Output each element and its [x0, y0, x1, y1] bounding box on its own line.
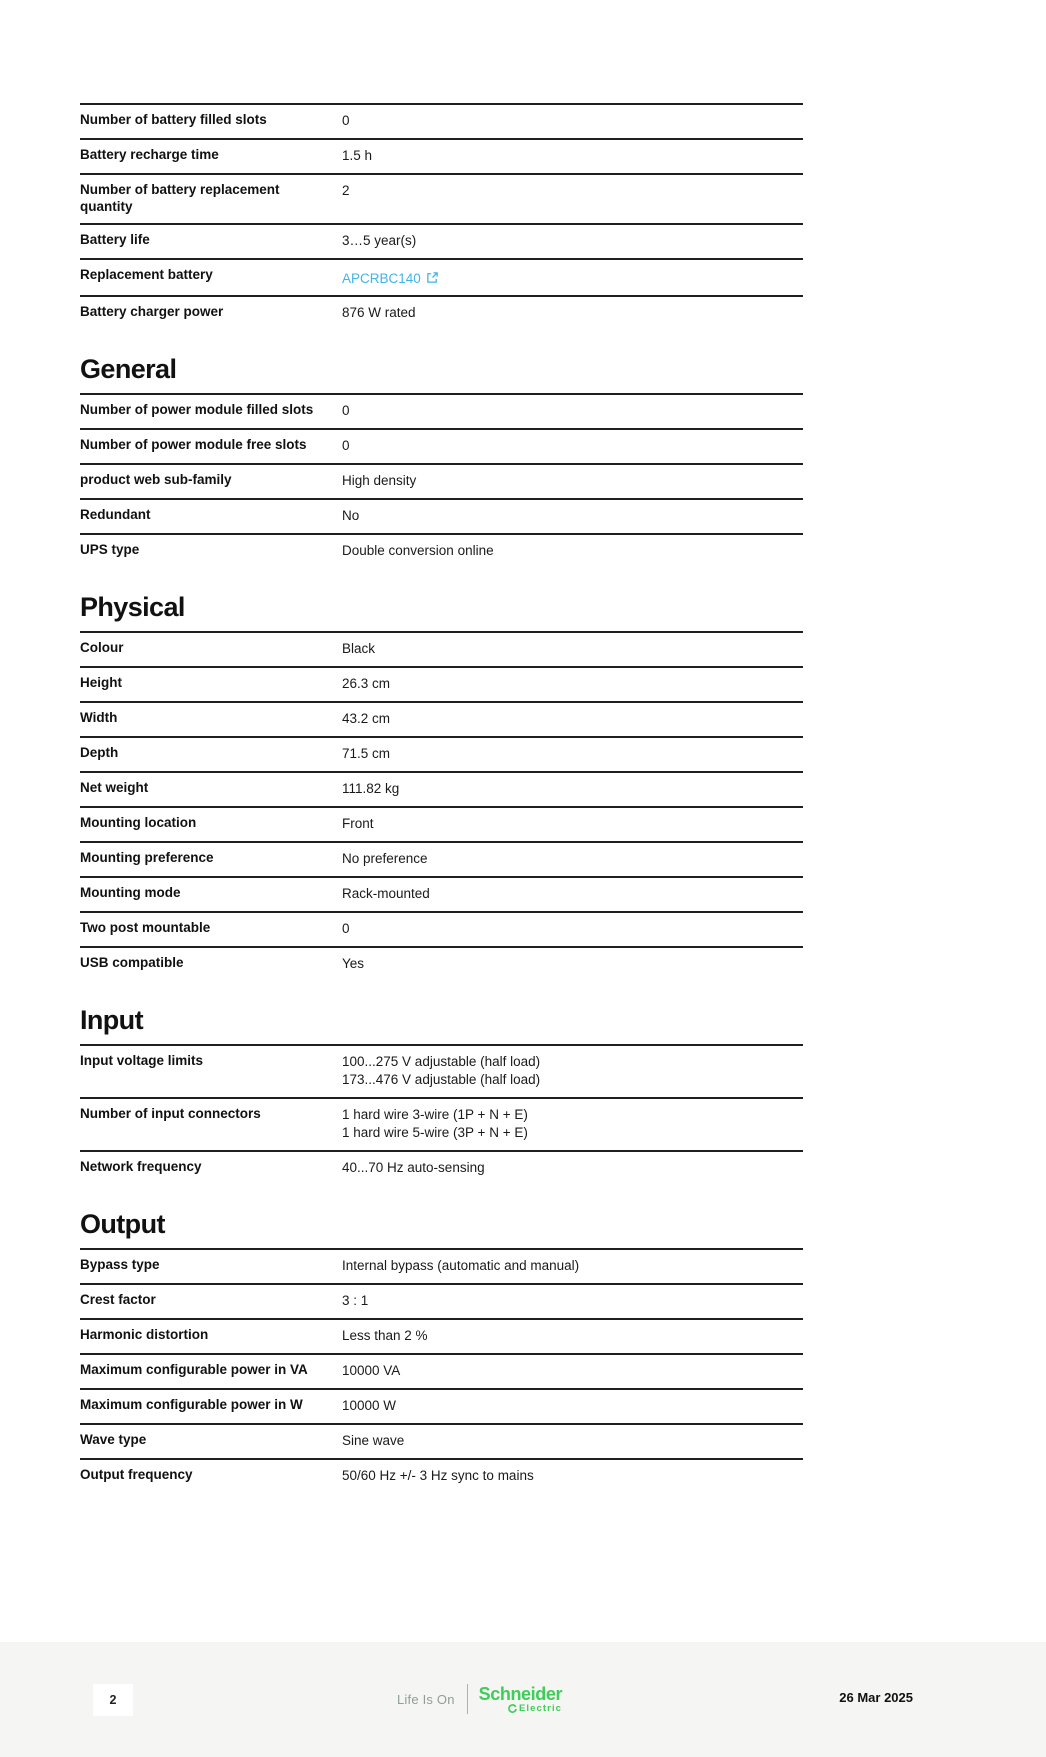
external-link-icon: [426, 271, 439, 284]
spec-row: [80, 498, 803, 533]
spec-value: [342, 1361, 400, 1380]
spec-label: Input voltage limits: [80, 1053, 204, 1069]
spec-value-line: 43.2 cm: [342, 711, 391, 727]
spec-table: [80, 1248, 803, 1493]
spec-value: [342, 401, 350, 420]
spec-row: [80, 258, 803, 295]
spec-label: Number of power module filled slots: [80, 402, 314, 418]
spec-label: Redundant: [80, 507, 151, 523]
spec-row: [80, 1097, 803, 1150]
spec-label: Mounting location: [80, 815, 197, 831]
spec-table: [80, 631, 803, 981]
spec-row: [80, 1150, 803, 1185]
spec-value: [342, 849, 428, 868]
spec-value-line: 1.5 h: [342, 148, 373, 163]
spec-value: [342, 111, 350, 130]
spec-value-line: Front: [342, 816, 374, 832]
spec-row: [80, 1283, 803, 1318]
spec-row: [80, 395, 803, 428]
section-output: [80, 1209, 803, 1493]
section-heading-physical: Physical: [80, 592, 185, 623]
spec-label: Mounting mode: [80, 885, 181, 901]
spec-row: [80, 666, 803, 701]
spec-value: [342, 1105, 528, 1142]
section-battery: [80, 103, 803, 330]
spec-value: [342, 1052, 540, 1089]
spec-label: Colour: [80, 640, 124, 656]
spec-value: [342, 1158, 485, 1177]
spec-value-line: Rack-mounted: [342, 886, 430, 902]
schneider-spiral-icon: [508, 1704, 517, 1713]
spec-value-line: 40...70 Hz auto-sensing: [342, 1160, 485, 1176]
spec-row: [80, 1250, 803, 1283]
spec-value-line: 111.82 kg: [342, 781, 400, 797]
spec-value-line: No preference: [342, 851, 428, 867]
spec-value-line: 3 : 1: [342, 1293, 369, 1309]
spec-value-line: Internal bypass (automatic and manual): [342, 1258, 580, 1274]
spec-value-line: Black: [342, 641, 376, 657]
spec-row: [80, 1318, 803, 1353]
spec-label: Maximum configurable power in W: [80, 1397, 303, 1413]
spec-value: [342, 471, 416, 490]
spec-value: [342, 674, 390, 693]
spec-label: Number of battery filled slots: [80, 112, 267, 127]
spec-label: Width: [80, 710, 118, 726]
spec-value-line: 0: [342, 438, 350, 454]
spec-label: Net weight: [80, 780, 149, 796]
spec-value: [342, 146, 372, 165]
spec-row: [80, 946, 803, 981]
spec-value: [342, 709, 390, 728]
life-is-on-tagline: Life Is On: [397, 1691, 455, 1707]
spec-value-line: 173...476 V adjustable (half load): [342, 1072, 541, 1088]
spec-row: [80, 1458, 803, 1493]
spec-value-line: No: [342, 508, 360, 524]
spec-value: [342, 884, 430, 903]
spec-label: Number of power module free slots: [80, 437, 307, 453]
spec-value-line: 0: [342, 113, 350, 128]
spec-row: [80, 841, 803, 876]
spec-row: [80, 1046, 803, 1097]
spec-value: [342, 1256, 579, 1275]
spec-value-line: 26.3 cm: [342, 676, 391, 692]
spec-value-line: 71.5 cm: [342, 746, 391, 762]
spec-label: Bypass type: [80, 1257, 160, 1273]
spec-value: [342, 541, 494, 560]
spec-label: Depth: [80, 745, 119, 761]
spec-value-line: 3…5 year(s): [342, 233, 417, 248]
spec-value: [342, 436, 350, 455]
spec-row: [80, 701, 803, 736]
spec-row: [80, 105, 803, 138]
spec-value: [342, 919, 350, 938]
spec-label: Replacement battery: [80, 267, 213, 282]
spec-table: [80, 103, 803, 330]
spec-value: [342, 744, 390, 763]
spec-row: [80, 736, 803, 771]
spec-value: [342, 266, 439, 287]
spec-sections: [80, 103, 803, 1493]
spec-label: USB compatible: [80, 955, 184, 971]
spec-value: [342, 506, 359, 525]
spec-label: Network frequency: [80, 1159, 202, 1175]
spec-label: Wave type: [80, 1432, 147, 1448]
spec-value: [342, 181, 350, 200]
spec-row: [80, 633, 803, 666]
spec-value: [342, 303, 416, 322]
spec-value-line: Double conversion online: [342, 543, 494, 559]
spec-row: [80, 173, 803, 223]
spec-label: Battery charger power: [80, 304, 224, 319]
spec-value-line: 1 hard wire 3-wire (1P + N + E): [342, 1107, 528, 1123]
spec-value-line: 0: [342, 403, 350, 419]
spec-value-line: 1 hard wire 5-wire (3P + N + E): [342, 1125, 528, 1141]
page-footer: [0, 1642, 1046, 1757]
spec-value: [342, 1291, 368, 1310]
spec-value-line: Sine wave: [342, 1433, 405, 1449]
spec-value-line: 876 W rated: [342, 305, 416, 320]
page-number: 2: [93, 1684, 133, 1716]
spec-row: [80, 771, 803, 806]
spec-value-line: Less than 2 %: [342, 1328, 428, 1344]
spec-row: [80, 533, 803, 568]
spec-row: [80, 223, 803, 258]
spec-table: [80, 1044, 803, 1185]
section-heading-output: Output: [80, 1209, 165, 1240]
brand-sub-label: Electric: [518, 1702, 563, 1714]
spec-label: Battery life: [80, 232, 150, 247]
spec-content: [80, 103, 803, 1493]
spec-value-line: 50/60 Hz +/- 3 Hz sync to mains: [342, 1468, 534, 1484]
replacement-battery-link[interactable]: APCRBC140: [342, 271, 421, 286]
spec-value-line: Yes: [342, 956, 365, 972]
section-physical: [80, 592, 803, 981]
spec-row: [80, 428, 803, 463]
spec-row: [80, 1353, 803, 1388]
spec-value-line: 100...275 V adjustable (half load): [342, 1054, 541, 1070]
spec-row: [80, 1388, 803, 1423]
spec-label: Number of input connectors: [80, 1106, 261, 1122]
spec-label: Two post mountable: [80, 920, 211, 936]
spec-label: product web sub-family: [80, 472, 232, 488]
spec-value-line: 10000 VA: [342, 1363, 401, 1379]
spec-value: [342, 954, 364, 973]
spec-label: Number of battery replacement quantity: [80, 182, 280, 214]
section-input: [80, 1005, 803, 1185]
spec-row: [80, 463, 803, 498]
brand-sub: [508, 1704, 562, 1714]
spec-row: [80, 295, 803, 330]
spec-row: [80, 1423, 803, 1458]
spec-value-line: High density: [342, 473, 417, 489]
section-heading-input: Input: [80, 1005, 143, 1036]
spec-row: [80, 911, 803, 946]
spec-row: [80, 138, 803, 173]
spec-value-line: 2: [342, 183, 350, 198]
brand-name: Schneider: [478, 1683, 563, 1704]
spec-label: UPS type: [80, 542, 140, 558]
spec-table: [80, 393, 803, 568]
spec-label: Output frequency: [80, 1467, 193, 1483]
schneider-wordmark: [479, 1685, 562, 1714]
footer-date: 26 Mar 2025: [839, 1690, 913, 1705]
spec-label: Mounting preference: [80, 850, 214, 866]
spec-value: [342, 779, 399, 798]
spec-row: [80, 806, 803, 841]
spec-label: Battery recharge time: [80, 147, 219, 162]
spec-value: [342, 1431, 404, 1450]
schneider-logo: [397, 1680, 562, 1718]
spec-value: [342, 1466, 534, 1485]
spec-label: Crest factor: [80, 1292, 156, 1308]
section-heading-general: General: [80, 354, 177, 384]
spec-value-line: 0: [342, 921, 350, 937]
spec-label: Maximum configurable power in VA: [80, 1362, 308, 1378]
spec-value: [342, 231, 416, 250]
spec-label: Height: [80, 675, 122, 691]
spec-value-line: 10000 W: [342, 1398, 397, 1414]
spec-row: [80, 876, 803, 911]
section-general: [80, 354, 803, 568]
spec-value: [342, 639, 375, 658]
spec-value: [342, 1396, 396, 1415]
spec-label: Harmonic distortion: [80, 1327, 209, 1343]
spec-value: [342, 814, 374, 833]
logo-divider: [467, 1684, 468, 1714]
spec-value: [342, 1326, 428, 1345]
